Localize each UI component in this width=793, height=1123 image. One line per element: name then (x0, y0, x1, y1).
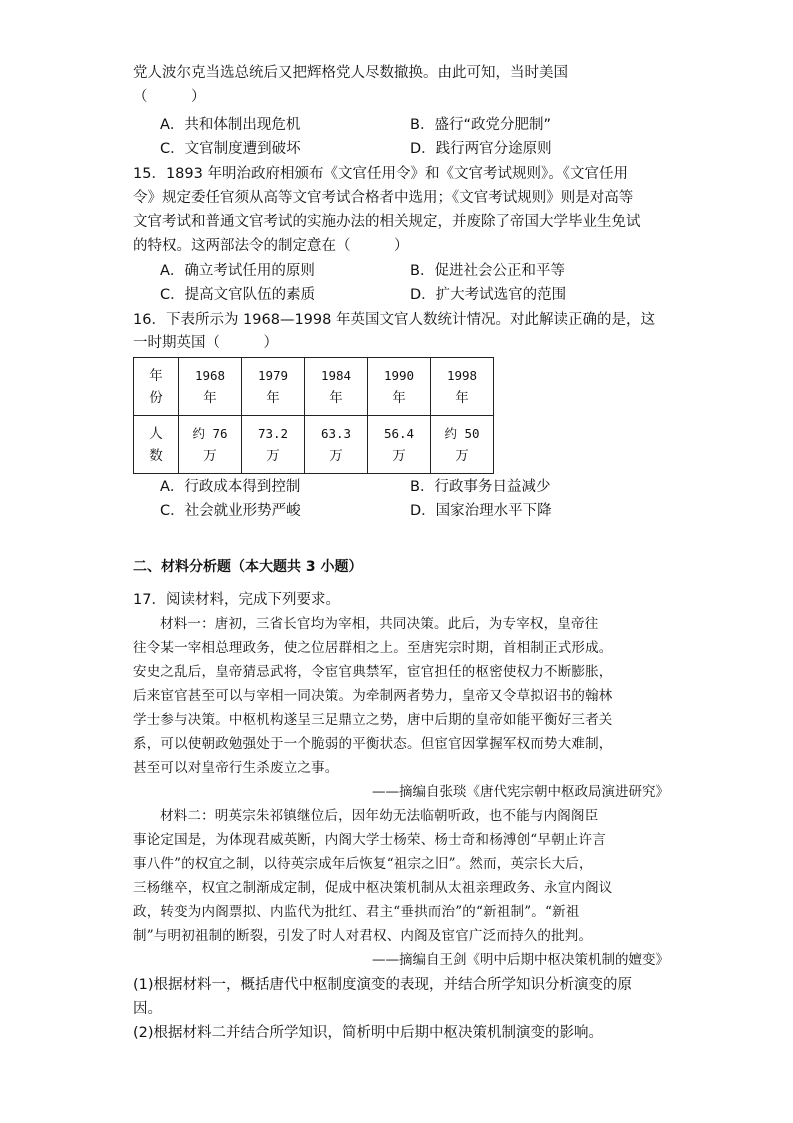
material1-line-5: 学士参与决策。中枢机构遂呈三足鼎立之势，唐中后期的皇帝如能平衡好三者关 (133, 712, 613, 728)
q16-option-b: B．行政事务日益减少 (410, 479, 551, 495)
count-value: 约 50 (444, 425, 480, 441)
civil-servant-stats-table (133, 357, 494, 474)
material1-line-4: 后来宦官甚至可以与宰相一同决策。为牵制两者势力，皇帝又令草拟诏书的翰林 (133, 688, 613, 704)
table-cell-year (179, 358, 242, 416)
material2-line-6: 制”与明初祖制的断裂，引发了时人对君权、内阁及宦官广泛而持久的批判。 (133, 928, 593, 944)
header-label-char-2: 份 (149, 389, 163, 406)
table-row-years (134, 358, 494, 416)
q15-option-b: B．促进社会公正和平等 (410, 263, 565, 279)
year-unit: 年 (455, 389, 469, 406)
material2-line-5: 政，转变为内阁票拟、内监代为批红、君主“垂拱而治”的“新祖制”。“新祖 (133, 904, 580, 920)
material1-line-3: 安史之乱后，皇帝猜忌武将，令宦官典禁军，宦官担任的枢密使权力不断膨胀， (133, 664, 613, 680)
table-cell-year (368, 358, 431, 416)
q14-option-b: B．盛行“政党分肥制” (410, 117, 551, 133)
q16-stem-line-2: 一时期英国（ ） (133, 335, 278, 351)
year-number: 1984 (320, 367, 352, 383)
q15-option-a: A．确立考试任用的原则 (160, 263, 315, 279)
table-row-label (134, 416, 179, 474)
count-value: 56.4 (383, 425, 415, 441)
q16-option-a: A．行政成本得到控制 (160, 479, 301, 495)
q16-option-c: C．社会就业形势严峻 (160, 503, 301, 519)
material2-source: ——摘编自王剑《明中后期中枢决策机制的嬗变》 (372, 952, 669, 968)
row-label-char-2: 数 (149, 447, 163, 464)
year-number: 1979 (257, 367, 289, 383)
material2-line-4: 三杨继卒，权宜之制渐成定制，促成中枢决策机制从太祖亲理政务、永宣内阁议 (133, 880, 613, 896)
year-number: 1990 (383, 367, 415, 383)
count-unit: 万 (455, 447, 469, 464)
table-cell-count (368, 416, 431, 474)
count-unit: 万 (266, 447, 280, 464)
material2-line-3: 事八件”的权宜之制，以待英宗成年后恢复“祖宗之旧”。然而，英宗长大后， (133, 856, 593, 872)
q17-question-2: (2)根据材料二并结合所学知识，简析明中后期中枢决策机制演变的影响。 (133, 1025, 604, 1041)
q14-stem-tail: 党人波尔克当选总统后又把辉格党人尽数撤换。由此可知，当时美国 (133, 65, 568, 81)
material1-line-7: 甚至可以对皇帝行生杀废立之事。 (133, 760, 339, 776)
count-unit: 万 (329, 447, 343, 464)
table-cell-count (431, 416, 494, 474)
header-label-char-1: 年 (149, 367, 163, 384)
q17-intro: 17．阅读材料，完成下列要求。 (133, 592, 340, 608)
count-value: 63.3 (320, 425, 352, 441)
material2-line-1: 材料二：明英宗朱祁镇继位后，因年幼无法临朝听政，也不能与内阁阁臣 (160, 808, 599, 824)
table-cell-count (242, 416, 305, 474)
q17-question-1-line-2: 因。 (133, 1001, 162, 1017)
material1-source: ——摘编自张琰《唐代宪宗朝中枢政局演进研究》 (372, 784, 669, 800)
year-unit: 年 (392, 389, 406, 406)
table-cell-count (305, 416, 368, 474)
q16-option-d: D．国家治理水平下降 (410, 503, 552, 519)
q14-option-d: D．践行两官分途原则 (410, 141, 552, 157)
table-cell-count (179, 416, 242, 474)
table-cell-year (242, 358, 305, 416)
q17-question-1-line-1: (1)根据材料一，概括唐代中枢制度演变的表现，并结合所学知识分析演变的原 (133, 977, 633, 993)
count-value: 约 76 (192, 425, 228, 441)
count-unit: 万 (203, 447, 217, 464)
material1-line-6: 系，可以使朝政勉强处于一个脆弱的平衡状态。但宦官因掌握军权而势大难制， (133, 736, 613, 752)
q14-option-c: C．文官制度遭到破坏 (160, 141, 301, 157)
q15-option-d: D．扩大考试选官的范围 (410, 287, 567, 303)
section-title: 二、材料分析题（本大题共 3 小题） (133, 559, 363, 575)
material1-line-1: 材料一：唐初，三省长官均为宰相，共同决策。此后，为专宰权，皇帝往 (160, 616, 599, 632)
table-header-label (134, 358, 179, 416)
year-unit: 年 (329, 389, 343, 406)
table-cell-year (305, 358, 368, 416)
q15-stem-line-1: 15．1893 年明治政府相颁布《文官任用令》和《文官考试规则》。《文官任用 (133, 166, 628, 182)
row-label-char-1: 人 (149, 425, 163, 442)
q15-stem-line-4: 的特权。这两部法令的制定意在（ ） (133, 238, 409, 254)
table-cell-year (431, 358, 494, 416)
q14-answer-bracket: （ ） (133, 89, 206, 105)
q16-stem-line-1: 16．下表所示为 1968—1998 年英国文官人数统计情况。对此解读正确的是，这 (133, 312, 655, 328)
year-number: 1998 (446, 367, 478, 383)
table-row-counts (134, 416, 494, 474)
q14-option-a: A．共和体制出现危机 (160, 117, 301, 133)
year-unit: 年 (203, 389, 217, 406)
year-unit: 年 (266, 389, 280, 406)
year-number: 1968 (194, 367, 226, 383)
q15-stem-line-2: 令》规定委任官须从高等文官考试合格者中选用；《文官考试规则》则是对高等 (133, 190, 634, 206)
count-value: 73.2 (257, 425, 289, 441)
count-unit: 万 (392, 447, 406, 464)
material2-line-2: 事论定国是，为体现君威英断，内阁大学士杨荣、杨士奇和杨溥创“早朝止许言 (133, 832, 606, 848)
q15-option-c: C．提高文官队伍的素质 (160, 287, 316, 303)
q15-stem-line-3: 文官考试和普通文官考试的实施办法的相关规定，并废除了帝国大学毕业生免试 (133, 214, 641, 230)
material1-line-2: 往令某一宰相总理政务，使之位居群相之上。至唐宪宗时期，首相制正式形成。 (133, 640, 613, 656)
